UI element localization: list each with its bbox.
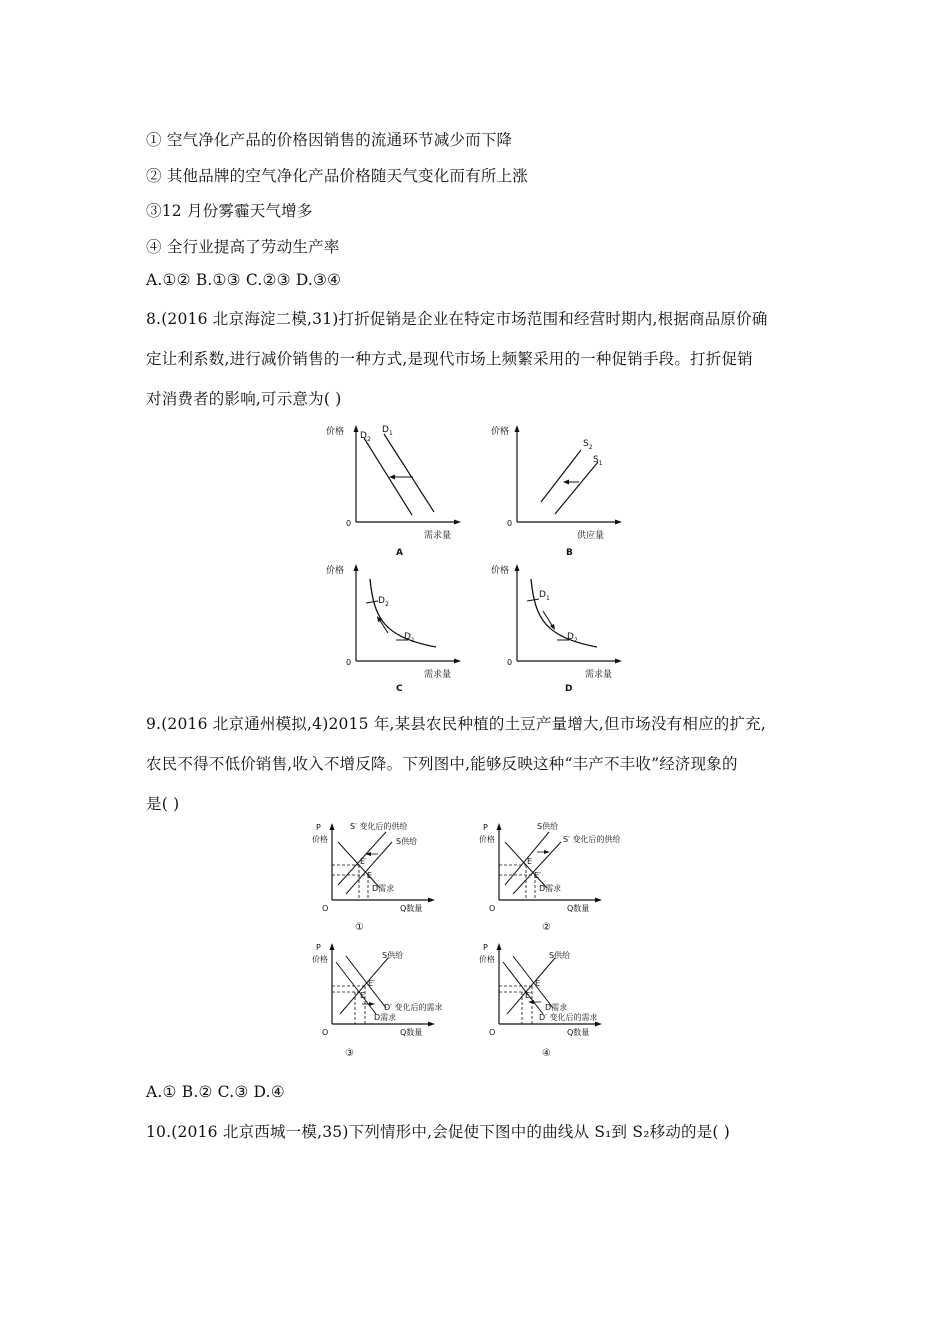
curve-label: $D_1$ <box>404 632 415 644</box>
q9-choices: A.① B.② C.③ D.④ <box>146 1083 285 1101</box>
curve-label: D′ 变化后的需求 <box>539 1013 598 1022</box>
curve-label: S′ 变化后的供给 <box>350 822 408 831</box>
ylabel: 价格 <box>326 427 345 437</box>
curve-label: S供给 <box>537 822 559 831</box>
curve-label: $D_2$ <box>567 632 578 644</box>
q7-option-4: ④ 全行业提高了劳动生产率 <box>146 238 340 256</box>
xlabel: 供应量 <box>577 531 605 541</box>
q8-stem-line-2: 定让利系数,进行减价销售的一种方式,是现代市场上频繁采用的一种促销手段。打折促销 <box>146 350 753 368</box>
equilibrium-label: E <box>360 991 366 1000</box>
xlabel: Q数量 <box>567 1028 590 1037</box>
q8-figure-c <box>326 561 463 696</box>
origin: 0 <box>346 658 352 667</box>
q9-figure-3 <box>310 938 470 1060</box>
ylabel: 价格 <box>326 566 345 576</box>
caption: D <box>565 684 573 694</box>
xlabel: Q数量 <box>400 1028 423 1037</box>
q7-option-1: ① 空气净化产品的价格因销售的流通环节减少而下降 <box>146 131 513 149</box>
curve-label: D需求 <box>374 1013 397 1022</box>
q7-option-3: ③12 月份雾霾天气增多 <box>146 202 313 220</box>
q9-figure-1 <box>310 818 460 938</box>
caption: ③ <box>345 1048 354 1059</box>
equilibrium-label: E′ <box>534 871 541 880</box>
p-label: P <box>483 823 488 832</box>
origin: O <box>322 904 329 913</box>
origin: O <box>489 904 496 913</box>
p-label: P <box>316 823 321 832</box>
curve-label: $S_2$ <box>583 439 593 451</box>
q9-stem-line-1: 9.(2016 北京通州模拟,4)2015 年,某县农民种植的土豆产量增大,但市场没有相应的扩充, <box>146 715 767 733</box>
q10-stem-line-1: 10.(2016 北京西城一模,35)下列情形中,会促使下图中的曲线从 S₁到 S₂移动的是( ) <box>146 1123 731 1141</box>
ylabel: 价格 <box>491 566 510 576</box>
ylabel: 价格 <box>312 955 328 964</box>
ylabel: 价格 <box>479 835 495 844</box>
xlabel: Q数量 <box>400 904 423 913</box>
curve-label: S′ 变化后的供给 <box>563 835 621 844</box>
xlabel: 需求量 <box>424 531 452 541</box>
caption: ④ <box>542 1048 551 1059</box>
xlabel: Q数量 <box>567 904 590 913</box>
curve-label: $D_1$ <box>539 590 550 602</box>
caption: B <box>566 548 573 558</box>
caption: ② <box>542 922 551 933</box>
equilibrium-label: E <box>367 871 373 880</box>
q8-figure-d <box>491 561 624 696</box>
caption: ① <box>355 922 364 933</box>
curve-label: D需求 <box>545 1003 568 1012</box>
caption: C <box>396 684 403 694</box>
curve-label: D需求 <box>372 884 395 893</box>
q8-figure-a <box>326 422 463 558</box>
origin: 0 <box>507 519 513 528</box>
q9-stem-line-2: 农民不得不低价销售,收入不增反降。下列图中,能够反映这种“丰产不丰收”经济现象的 <box>146 755 738 773</box>
curve-label: $S_1$ <box>593 455 603 467</box>
curve-label: $D_2$ <box>378 596 389 608</box>
q9-figure-4 <box>477 938 637 1060</box>
curve-label: S供给 <box>396 837 418 846</box>
q8-stem-line-1: 8.(2016 北京海淀二模,31)打折促销是企业在特定市场范围和经营时期内,根据商品原价确 <box>146 310 768 328</box>
caption: A <box>396 548 403 558</box>
equilibrium-label: E′ <box>360 857 367 866</box>
xlabel: 需求量 <box>424 670 452 680</box>
ylabel: 价格 <box>312 835 328 844</box>
q7-option-2: ② 其他品牌的空气净化产品价格随天气变化而有所上涨 <box>146 167 528 185</box>
equilibrium-label: E′ <box>368 979 375 988</box>
curve-label: S供给 <box>382 951 404 960</box>
q9-figure-2 <box>477 818 637 938</box>
equilibrium-label: E′ <box>525 991 532 1000</box>
q8-figure-b <box>491 422 624 558</box>
origin: O <box>489 1028 496 1037</box>
curve-label: $D_1$ <box>382 425 393 437</box>
curve-label: D需求 <box>539 884 562 893</box>
origin: 0 <box>507 658 513 667</box>
p-label: P <box>316 943 321 952</box>
q8-stem-line-3: 对消费者的影响,可示意为( ) <box>146 390 342 408</box>
equilibrium-label: E <box>535 979 541 988</box>
origin: 0 <box>346 519 352 528</box>
ylabel: 价格 <box>479 955 495 964</box>
p-label: P <box>483 943 488 952</box>
curve-label: D′ 变化后的需求 <box>384 1003 443 1012</box>
xlabel: 需求量 <box>585 670 613 680</box>
curve-label: $D_2$ <box>360 431 371 443</box>
q9-stem-line-3: 是( ) <box>146 795 180 813</box>
ylabel: 价格 <box>491 427 510 437</box>
q7-choices: A.①② B.①③ C.②③ D.③④ <box>146 271 342 289</box>
curve-label: S供给 <box>549 951 571 960</box>
equilibrium-label: E <box>527 857 533 866</box>
origin: O <box>322 1028 329 1037</box>
